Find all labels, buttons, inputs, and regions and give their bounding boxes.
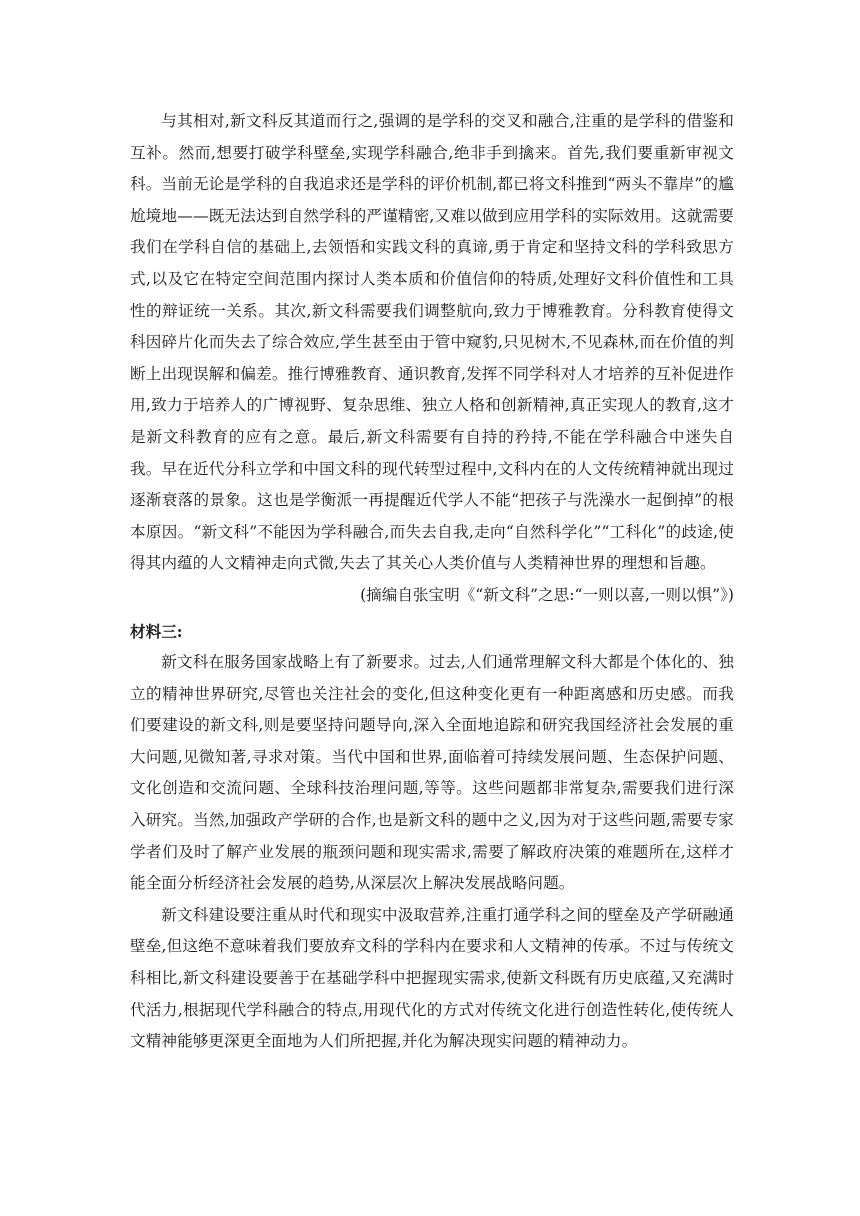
material3-paragraph-1: 新文科在服务国家战略上有了新要求。过去,人们通常理解文科大都是个体化的、独立的精神世界研究,尽管也关注社会的变化,但这种变化更有一种距离感和历史感。而我们要建设的新文科,则是要坚持问题导向,深入全面地追踪和研究我国经济社会发展的重大问题,见微知著,寻求对策。当代中国和世界,面临着可持续发展问题、生态保护问题、文化创造和交流问题、全球科技治理问题,等等。这些问题都非常复杂,需要我们进行深入研究。当然,加强政产学研的合作,也是新文科的题中之义,因为对于这些问题,需要专家学者们及时了解产业发展的瓶颈问题和现实需求,需要了解政府决策的难题所在,这样才能全面分析经济社会发展的趋势,从深层次上解决发展战略问题。	[130, 653, 734, 893]
material3-paragraph-2: 新文科建设要注重从时代和现实中汲取营养,注重打通学科之间的壁垒及产学研融通壁垒,但这绝不意味着我们要放弃文科的学科内在要求和人文精神的传承。不过与传统文科相比,新文科建设要善于在基础学科中把握现实需求,使新文科既有历史底蕴,又充满时代活力,根据现代学科融合的特点,用现代化的方式对传统文化进行创造性转化,使传统人文精神能够更深更全面地为人们所把握,并化为解决现实问题的精神动力。	[130, 905, 734, 1051]
material2-source-citation: (摘编自张宝明《“新文科”之思:“一则以喜,一则以惧”》)	[360, 585, 734, 604]
document-page	[130, 106, 734, 1058]
material2-paragraph: 与其相对,新文科反其道而行之,强调的是学科的交叉和融合,注重的是学科的借鉴和互补。然而,想要打破学科壁垒,实现学科融合,绝非手到擒来。首先,我们要重新审视文科。当前无论是学科的自我追求还是学科的评价机制,都已将文科推到“两头不靠岸”的尴尬境地——既无法达到自然学科的严谨精密,又难以做到应用学科的实际效用。这就需要我们在学科自信的基础上,去领悟和实践文科的真谛,勇于肯定和坚持文科的学科致思方式,以及它在特定空间范围内探讨人类本质和价值信仰的特质,处理好文科价值性和工具性的辩证统一关系。其次,新文科需要我们调整航向,致力于博雅教育。分科教育使得文科因碎片化而失去了综合效应,学生甚至由于管中窥豹,只见树木,不见森林,而在价值的判断上出现误解和偏差。推行博雅教育、通识教育,发挥不同学科对人才培养的互补促进作用,致力于培养人的广博视野、复杂思维、独立人格和创新精神,真正实现人的教育,这才是新文科教育的应有之意。最后,新文科需要有自持的矜持,不能在学科融合中迷失自我。早在近代分科立学和中国文科的现代转型过程中,文科内在的人文传统精神就出现过逐渐衰落的景象。这也是学衡派一再提醒近代学人不能“把孩子与洗澡水一起倒掉”的根本原因。“新文科”不能因为学科融合,而失去自我,走向“自然科学化”“工科化”的歧途,使得其内蕴的人文精神走向式微,失去了其关心人类价值与人类精神世界的理想和旨趣。	[130, 112, 734, 573]
material3-heading: 材料三:	[130, 621, 183, 641]
